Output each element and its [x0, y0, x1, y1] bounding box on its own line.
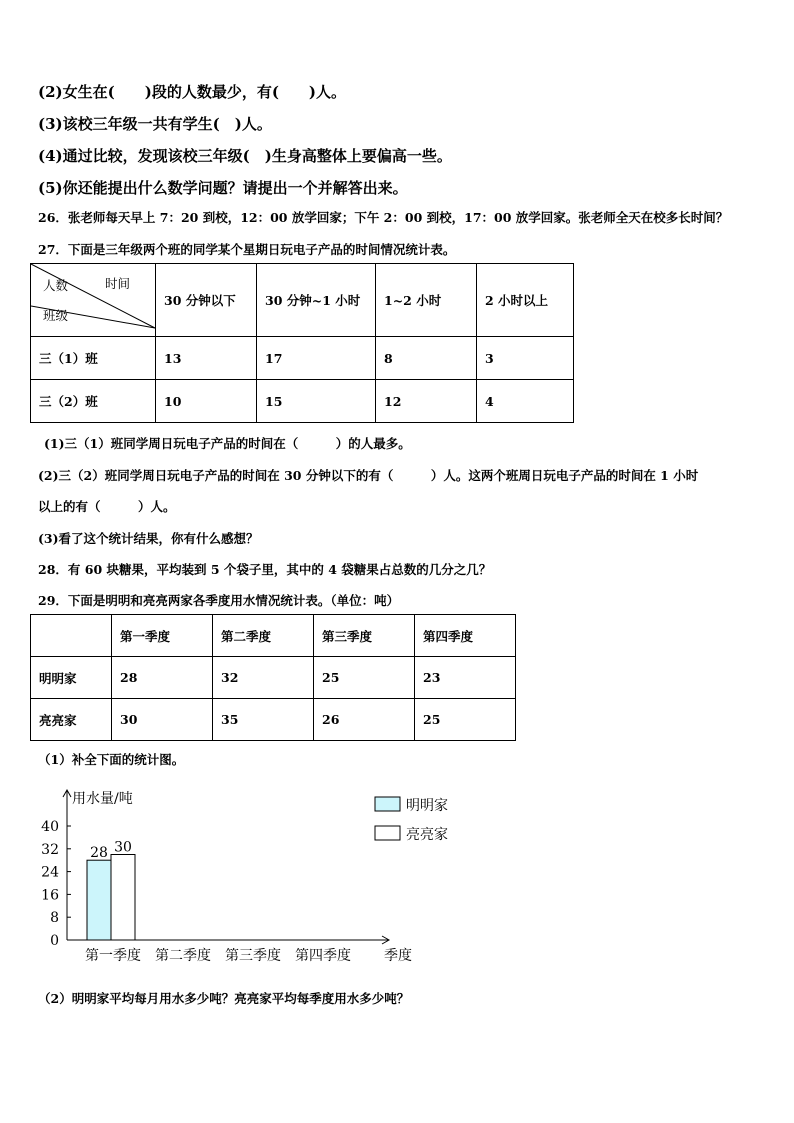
q27-header: 2 小时以上 — [477, 264, 574, 337]
x-tick-label: 第三季度 — [225, 948, 281, 964]
table-cell: 25 — [415, 699, 516, 741]
x-tick-label: 第一季度 — [85, 948, 141, 964]
bar-value-label: 28 — [90, 845, 108, 862]
table-cell: 35 — [213, 699, 314, 741]
table-cell: 17 — [257, 337, 376, 380]
q25-line-5: (5)你还能提出什么数学问题？请提出一个并解答出来。 — [38, 179, 408, 197]
q29-header: 第四季度 — [415, 615, 516, 657]
bar — [111, 855, 135, 941]
legend-label: 明明家 — [406, 798, 448, 814]
table-row — [31, 699, 516, 741]
bar-value-label: 30 — [114, 839, 132, 856]
table-cell: 8 — [376, 337, 477, 380]
q29-sub1: （1）补全下面的统计图。 — [38, 752, 185, 767]
q29-sub2: （2）明明家平均每月用水多少吨？亮亮家平均每季度用水多少吨？ — [38, 991, 410, 1006]
y-tick-label: 32 — [41, 841, 59, 858]
table-cell: 32 — [213, 657, 314, 699]
corner-label-count: 人数 — [43, 278, 69, 293]
q26-text: 26．张老师每天早上 7：20 到校，12：00 放学回家；下午 2：00 到校，17：00 放学回家。张老师全天在校多长时间？ — [38, 210, 729, 225]
table-row — [31, 657, 516, 699]
y-tick-label: 0 — [50, 933, 59, 949]
table-cell: 28 — [112, 657, 213, 699]
y-tick-label: 8 — [50, 910, 59, 927]
q29-header: 第一季度 — [112, 615, 213, 657]
q29-header — [31, 615, 112, 657]
table-cell: 23 — [415, 657, 516, 699]
table-row — [31, 380, 574, 423]
table-cell: 12 — [376, 380, 477, 423]
row-label: 三（2）班 — [31, 380, 156, 423]
row-label: 亮亮家 — [31, 699, 112, 741]
y-tick-label: 16 — [41, 887, 59, 904]
x-tick-label: 第二季度 — [155, 948, 211, 964]
table-cell: 4 — [477, 380, 574, 423]
table-header-row — [31, 615, 516, 657]
table-cell: 13 — [156, 337, 257, 380]
water-usage-bar-chart — [30, 780, 470, 970]
diagonal-lines — [31, 264, 157, 336]
q27-header: 1~2 小时 — [376, 264, 477, 337]
legend-label: 亮亮家 — [406, 827, 448, 843]
table-cell: 3 — [477, 337, 574, 380]
y-axis-label: 用水量/吨 — [72, 791, 133, 807]
q29-table — [30, 614, 516, 741]
q28-text: 28．有 60 块糖果，平均装到 5 个袋子里，其中的 4 袋糖果占总数的几分之几？ — [38, 562, 492, 577]
legend-swatch — [375, 826, 400, 840]
table-row — [31, 337, 574, 380]
q27-title: 27．下面是三年级两个班的同学某个星期日玩电子产品的时间情况统计表。 — [38, 242, 456, 257]
table-cell: 30 — [112, 699, 213, 741]
legend-swatch — [375, 797, 400, 811]
q27-sub2-line1: (2)三（2）班同学周日玩电子产品的时间在 30 分钟以下的有（ ）人。这两个班周日玩电子产品的时间在 1 小时 — [38, 468, 699, 483]
q27-sub3: (3)看了这个统计结果，你有什么感想？ — [38, 531, 259, 546]
row-label: 三（1）班 — [31, 337, 156, 380]
x-axis-label: 季度 — [384, 948, 412, 964]
q27-corner-cell — [31, 264, 156, 337]
q29-header: 第二季度 — [213, 615, 314, 657]
y-tick-label: 40 — [41, 819, 59, 835]
q27-header: 30 分钟~1 小时 — [257, 264, 376, 337]
q29-title: 29．下面是明明和亮亮两家各季度用水情况统计表。（单位：吨） — [38, 593, 400, 608]
table-cell: 25 — [314, 657, 415, 699]
q29-header: 第三季度 — [314, 615, 415, 657]
y-tick-label: 24 — [41, 864, 59, 881]
q27-table — [30, 263, 574, 423]
q27-header: 30 分钟以下 — [156, 264, 257, 337]
table-cell: 10 — [156, 380, 257, 423]
q25-line-3: (3)该校三年级一共有学生( )人。 — [38, 115, 272, 133]
q27-sub2-line2: 以上的有（ ）人。 — [38, 499, 176, 514]
q27-sub1: (1)三（1）班同学周日玩电子产品的时间在（ ）的人最多。 — [44, 436, 411, 451]
table-cell: 26 — [314, 699, 415, 741]
q25-line-2: (2)女生在( )段的人数最少，有( )人。 — [38, 83, 347, 101]
bar — [87, 860, 111, 940]
table-cell: 15 — [257, 380, 376, 423]
corner-label-class: 班级 — [43, 308, 69, 323]
x-tick-label: 第四季度 — [295, 948, 351, 964]
corner-label-time: 时间 — [105, 276, 131, 291]
q25-line-4: (4)通过比较，发现该校三年级( )生身高整体上要偏高一些。 — [38, 147, 452, 165]
row-label: 明明家 — [31, 657, 112, 699]
